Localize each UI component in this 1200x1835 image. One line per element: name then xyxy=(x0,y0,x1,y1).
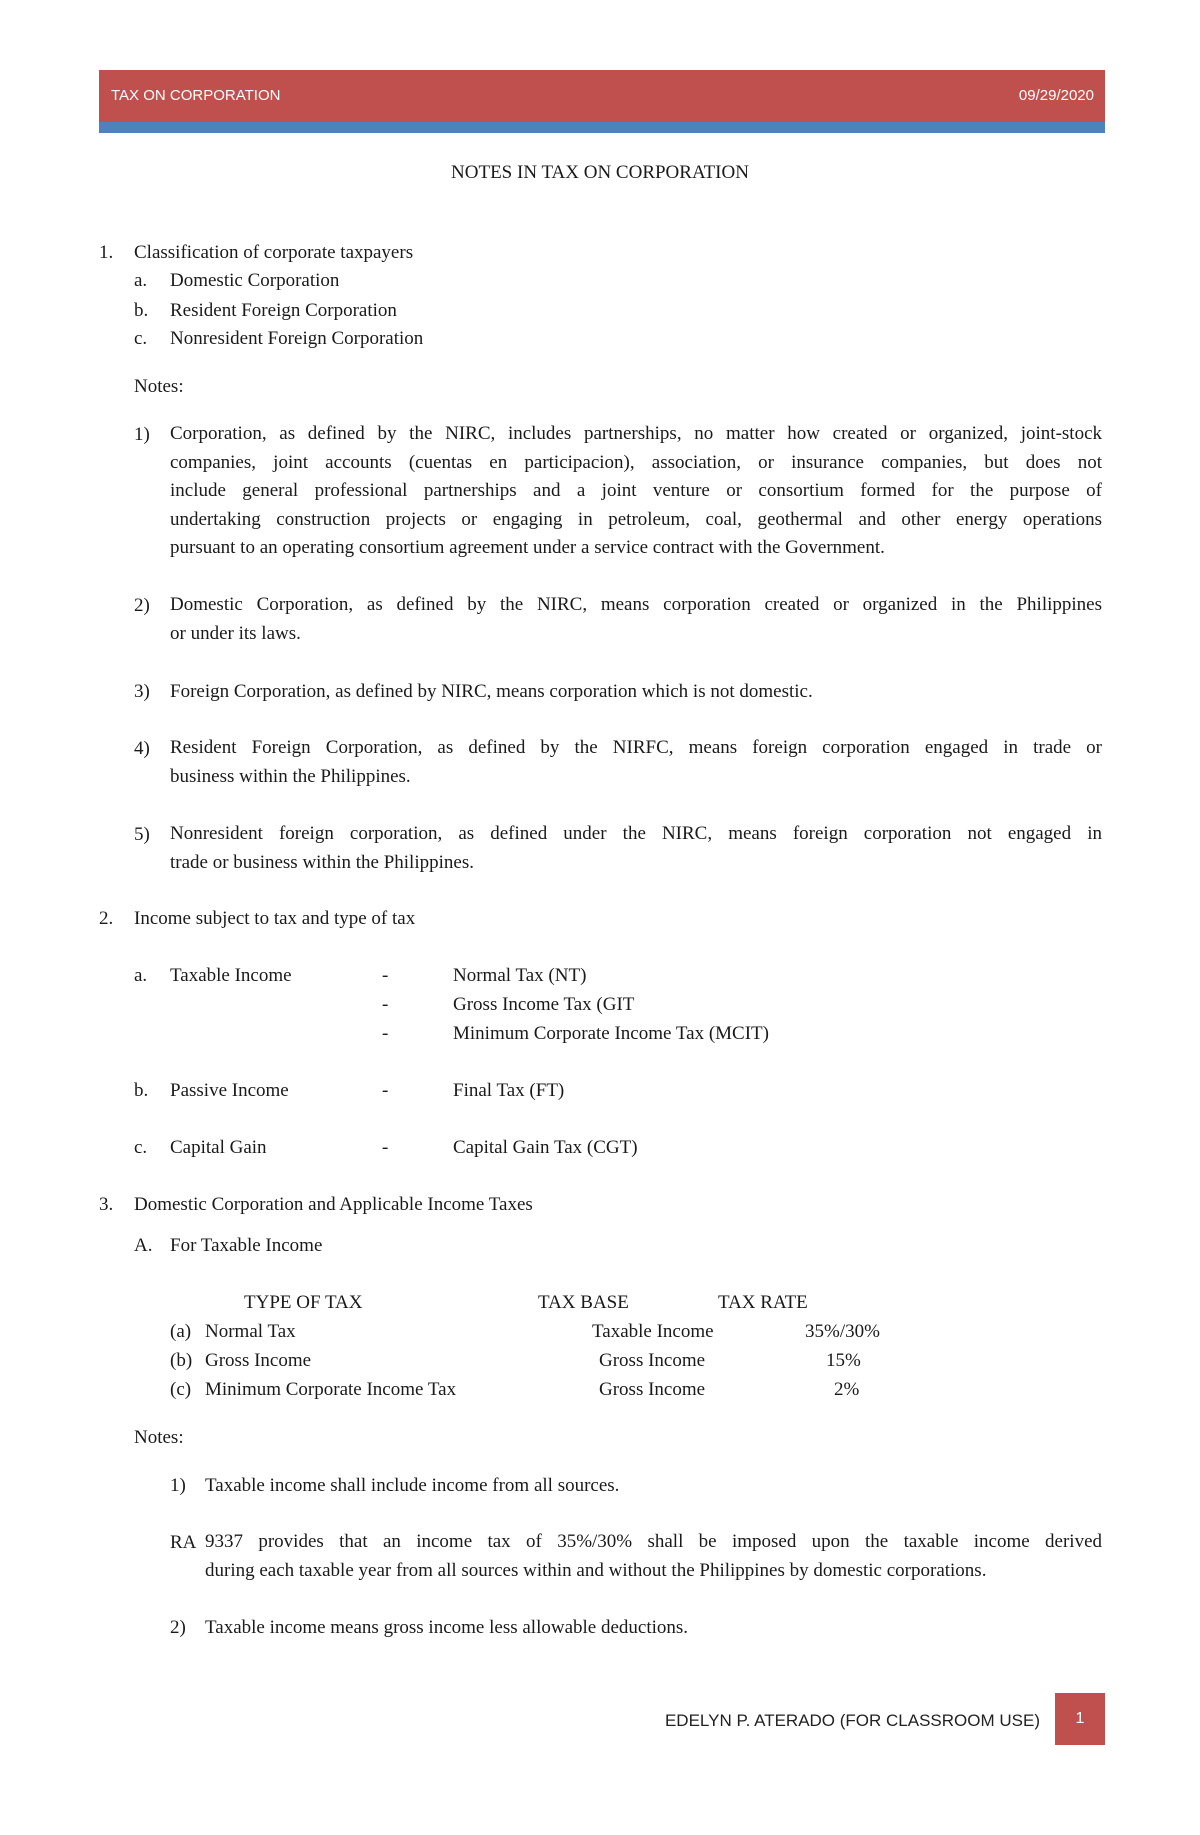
note-marker: 4) xyxy=(134,738,150,759)
subsection-marker: A. xyxy=(134,1235,153,1256)
table-row-marker: (b) xyxy=(170,1350,193,1371)
table-cell-base: Taxable Income xyxy=(592,1321,714,1342)
tax-type: Minimum Corporate Income Tax (MCIT) xyxy=(453,1023,769,1044)
note-paragraph xyxy=(170,420,1102,563)
section-2-heading: Income subject to tax and type of tax xyxy=(134,908,416,929)
note-marker: 2) xyxy=(170,1617,186,1638)
table-row-marker: (a) xyxy=(170,1321,192,1342)
note-line: 9337 provides that an income tax of 35%/30% shall be imposed upon the taxable income derived xyxy=(205,1531,1102,1552)
dash: - xyxy=(382,1023,389,1044)
section-1-heading: Classification of corporate taxpayers xyxy=(134,242,414,263)
note-line: include general professional partnerships and a joint venture or consortium formed for the purpose of xyxy=(170,480,1102,501)
note-line: Taxable income means gross income less allowable deductions. xyxy=(205,1617,689,1638)
section-2-number: 2. xyxy=(99,908,114,929)
table-header-rate: TAX RATE xyxy=(718,1292,808,1313)
note-line: trade or business within the Philippines. xyxy=(170,851,474,873)
table-cell-type: Gross Income xyxy=(205,1350,312,1371)
table-header-type: TYPE OF TAX xyxy=(244,1292,363,1313)
note-marker: 3) xyxy=(134,681,150,702)
list-marker: a. xyxy=(134,965,148,986)
table-cell-base: Gross Income xyxy=(599,1379,706,1400)
note-line: Foreign Corporation, as defined by NIRC, means corporation which is not domestic. xyxy=(170,681,813,702)
dash: - xyxy=(382,1080,389,1101)
footer-author: EDELYN P. ATERADO (FOR CLASSROOM USE) xyxy=(664,1711,1040,1730)
page-number: 1 xyxy=(1055,1693,1105,1745)
table-cell-type: Minimum Corporate Income Tax xyxy=(205,1379,457,1400)
tax-type: Final Tax (FT) xyxy=(453,1080,565,1101)
tax-type: Normal Tax (NT) xyxy=(453,965,587,986)
dash: - xyxy=(382,965,389,986)
header-accent-line xyxy=(99,122,1105,133)
tax-type: Capital Gain Tax (CGT) xyxy=(453,1137,638,1158)
list-item: Domestic Corporation xyxy=(170,270,340,291)
table-cell-base: Gross Income xyxy=(599,1350,706,1371)
note-marker: 1) xyxy=(170,1475,186,1496)
note-paragraph xyxy=(205,1528,1102,1585)
table-cell-rate: 15% xyxy=(826,1350,861,1371)
note-paragraph xyxy=(170,820,1102,877)
list-marker: b. xyxy=(134,1080,149,1101)
income-type-label: Taxable Income xyxy=(170,965,292,986)
note-line: business within the Philippines. xyxy=(170,765,411,787)
income-type-label: Capital Gain xyxy=(170,1137,267,1158)
section-1-number: 1. xyxy=(99,242,114,263)
header-left-text: TAX ON CORPORATION xyxy=(111,87,281,104)
note-line: pursuant to an operating consortium agreement under a service contract with the Government. xyxy=(170,537,885,558)
document-title: NOTES IN TAX ON CORPORATION xyxy=(451,162,749,183)
note-line: Resident Foreign Corporation, as defined by the NIRFC, means foreign corporation engaged in trade or xyxy=(170,737,1102,758)
note-marker: 5) xyxy=(134,824,150,845)
notes-label: Notes: xyxy=(134,1427,184,1448)
note-paragraph xyxy=(170,591,1102,648)
note-line: Corporation, as defined by the NIRC, includes partnerships, no matter how created or organized, joint-stock xyxy=(170,423,1102,444)
table-cell-rate: 35%/30% xyxy=(805,1321,880,1342)
note-line: Nonresident foreign corporation, as defined under the NIRC, means foreign corporation not engaged in xyxy=(170,823,1102,844)
note-marker: 1) xyxy=(134,424,150,445)
table-cell-rate: 2% xyxy=(834,1379,860,1400)
notes-label: Notes: xyxy=(134,376,184,397)
note-line: or under its laws. xyxy=(170,622,301,644)
note-marker: RA xyxy=(170,1532,197,1553)
note-paragraph xyxy=(170,734,1102,791)
note-line: Taxable income shall include income from all sources. xyxy=(205,1475,620,1496)
table-header-base: TAX BASE xyxy=(538,1292,629,1313)
note-line: Domestic Corporation, as defined by the NIRC, means corporation created or organized in the Philippines xyxy=(170,594,1102,615)
list-marker: a. xyxy=(134,270,148,291)
note-line: during each taxable year from all sources within and without the Philippines by domestic corporations. xyxy=(205,1559,987,1581)
page-header-bar xyxy=(99,70,1105,122)
section-3-number: 3. xyxy=(99,1194,114,1215)
tax-type: Gross Income Tax (GIT xyxy=(453,994,635,1015)
income-type-label: Passive Income xyxy=(170,1080,289,1101)
table-row-marker: (c) xyxy=(170,1379,192,1400)
list-marker: c. xyxy=(134,328,148,349)
note-marker: 2) xyxy=(134,595,150,616)
list-item: Resident Foreign Corporation xyxy=(170,300,397,321)
dash: - xyxy=(382,1137,389,1158)
list-marker: b. xyxy=(134,300,149,321)
note-line: undertaking construction projects or engaging in petroleum, coal, geothermal and other energy operations xyxy=(170,508,1102,530)
list-marker: c. xyxy=(134,1137,148,1158)
header-date: 09/29/2020 xyxy=(1018,87,1094,104)
dash: - xyxy=(382,994,389,1015)
note-line: companies, joint accounts (cuentas en participacion), association, or insurance companies, but does not xyxy=(170,451,1102,473)
table-cell-type: Normal Tax xyxy=(205,1321,296,1342)
list-item: Nonresident Foreign Corporation xyxy=(170,328,424,349)
section-3-heading: Domestic Corporation and Applicable Income Taxes xyxy=(134,1194,533,1215)
subsection-heading: For Taxable Income xyxy=(170,1235,323,1256)
